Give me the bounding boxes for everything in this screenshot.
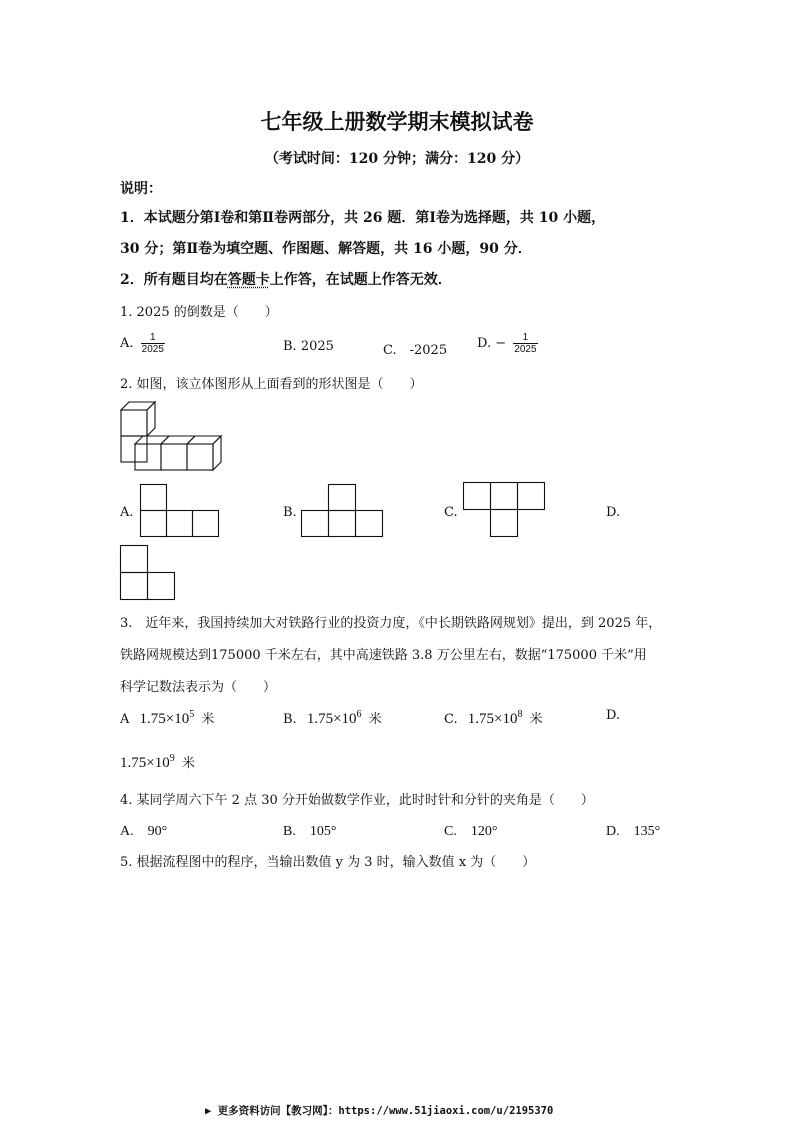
cube-front-face [187, 444, 213, 470]
q1-option-a-fraction [141, 332, 165, 355]
q3-option-b [283, 708, 382, 728]
cube-front-face [161, 444, 187, 470]
q3-option-c-base: 1.75×10 [467, 711, 518, 727]
instruction-2-post: 上作答，在试题上作答无效． [269, 272, 452, 288]
exam-info: （考试时间：120 分钟；满分：120 分） [264, 151, 530, 167]
instruction-1-line-2: 30 分；第Ⅱ卷为填空题、作图题、解答题，共 16 小题，90 分． [120, 241, 532, 257]
cube-front-face [121, 436, 147, 462]
q2-option-c-figure [463, 482, 547, 538]
q1-stem: 1. 2025 的倒数是（ ） [120, 305, 278, 320]
q1-option-a [120, 332, 165, 355]
q3-option-b-value [307, 711, 362, 727]
grid-square [491, 510, 518, 537]
q3-option-d-value [120, 755, 175, 771]
grid-square [121, 573, 148, 600]
q1-option-d-numerator: 1 [522, 332, 529, 343]
q4-stem: 4. 某同学周六下午 2 点 30 分开始做数学作业，此时时针和分针的夹角是（ ） [120, 793, 594, 808]
q2-option-b-label: B. [283, 505, 297, 520]
q3-option-a-unit: 米 [201, 712, 215, 727]
q2-option-b-figure [301, 484, 385, 538]
q3-stem-line-2: 铁路网规模达到175000 千米左右，其中高速铁路 3.8 万公里左右，数据“175000 千米”用 [120, 648, 647, 663]
q3-stem-line-1: 3. 近年来，我国持续加大对铁路行业的投资力度，《中长期铁路网规划》提出，到 2025 年， [120, 616, 662, 631]
q1-option-d-fraction [513, 332, 537, 355]
q2-stem: 2. 如图，该立体图形从上面看到的形状图是（ ） [120, 377, 423, 392]
cube-front-face [121, 410, 147, 436]
cube-top-face [135, 436, 169, 444]
cube-top-face [161, 436, 195, 444]
grid-square [356, 511, 383, 537]
q1-option-b: B. 2025 [283, 339, 334, 354]
q3-option-c-exponent: 8 [517, 709, 523, 720]
q1-option-d-label: D. − [477, 336, 507, 351]
q1-option-c: C. -2025 [383, 343, 448, 358]
cube-side-face [147, 402, 155, 436]
cube-top-face [187, 436, 221, 444]
grid-square [464, 483, 491, 510]
q1-option-d [477, 332, 538, 355]
grid-square [329, 511, 356, 537]
q3-option-c [444, 708, 543, 728]
q5-stem: 5. 根据流程图中的程序，当输出数值 y 为 3 时，输入数值 x 为（ ） [120, 855, 536, 870]
q3-option-a [120, 708, 214, 728]
q4-option-c: C. 120° [444, 824, 498, 839]
q3-option-b-unit: 米 [368, 712, 382, 727]
grid-square [141, 511, 167, 537]
grid-square [491, 483, 518, 510]
grid-square [518, 483, 545, 510]
q3-option-c-value [468, 711, 523, 727]
q3-option-c-unit: 米 [529, 712, 543, 727]
q1-option-a-numerator: 1 [150, 332, 156, 343]
q2-option-d-label: D. [606, 505, 621, 520]
page-title: 七年级上册数学期末模拟试卷 [260, 109, 534, 134]
q3-option-b-exponent: 6 [356, 709, 362, 720]
q3-option-d-unit: 米 [181, 756, 195, 771]
grid-square [302, 511, 329, 537]
q1-option-d-denominator: 2025 [514, 344, 537, 355]
q3-option-a-exponent: 5 [189, 709, 195, 720]
instruction-1-line-1: 1．本试题分第Ⅰ卷和第Ⅱ卷两部分，共 26 题．第Ⅰ卷为选择题，共 10 小题， [120, 210, 606, 226]
instructions-heading: 说明： [120, 181, 162, 197]
instruction-2-pre: 2．所有题目均在 [120, 272, 228, 288]
q3-option-d-base: 1.75×10 [120, 755, 170, 771]
q2-option-c-label: C. [444, 505, 458, 520]
q4-option-d: D. 135° [606, 824, 661, 839]
q3-option-d-exponent: 9 [169, 753, 175, 764]
q3-option-a-base: 1.75×10 [139, 711, 190, 727]
q3-stem-line-3: 科学记数法表示为（ ） [120, 680, 277, 695]
q2-solid-figure [115, 398, 215, 474]
footer-link[interactable]: ▶ 更多资料访问【教习网】：https://www.51jiaoxi.com/u/2195370 [205, 1105, 554, 1117]
cube-side-face [213, 436, 221, 470]
instruction-2-emphasis: 答题卡 [227, 272, 270, 288]
q2-option-d-figure [120, 545, 178, 601]
grid-square [121, 546, 148, 573]
q3-option-b-base: 1.75×10 [306, 711, 357, 727]
grid-square [141, 485, 167, 511]
grid-square [148, 573, 175, 600]
grid-square [329, 485, 356, 511]
q1-option-a-label: A. [120, 336, 134, 351]
instruction-2 [120, 269, 452, 289]
q3-option-d-label: D. [606, 708, 621, 723]
cube-top-face [121, 402, 155, 410]
grid-square [193, 511, 219, 537]
q2-option-a-label: A. [120, 505, 134, 520]
q2-option-a-figure [140, 484, 220, 538]
q4-option-a: A. 90° [120, 824, 168, 839]
q3-option-a-label: A [120, 712, 130, 727]
q3-option-d [120, 752, 195, 772]
q3-option-a-value [140, 711, 195, 727]
cube-front-face [135, 444, 161, 470]
q3-option-b-label: B. [283, 712, 297, 727]
grid-square [167, 511, 193, 537]
q1-option-a-denominator: 2025 [141, 344, 164, 355]
q4-option-b: B. 105° [283, 824, 337, 839]
q3-option-c-label: C. [444, 712, 458, 727]
